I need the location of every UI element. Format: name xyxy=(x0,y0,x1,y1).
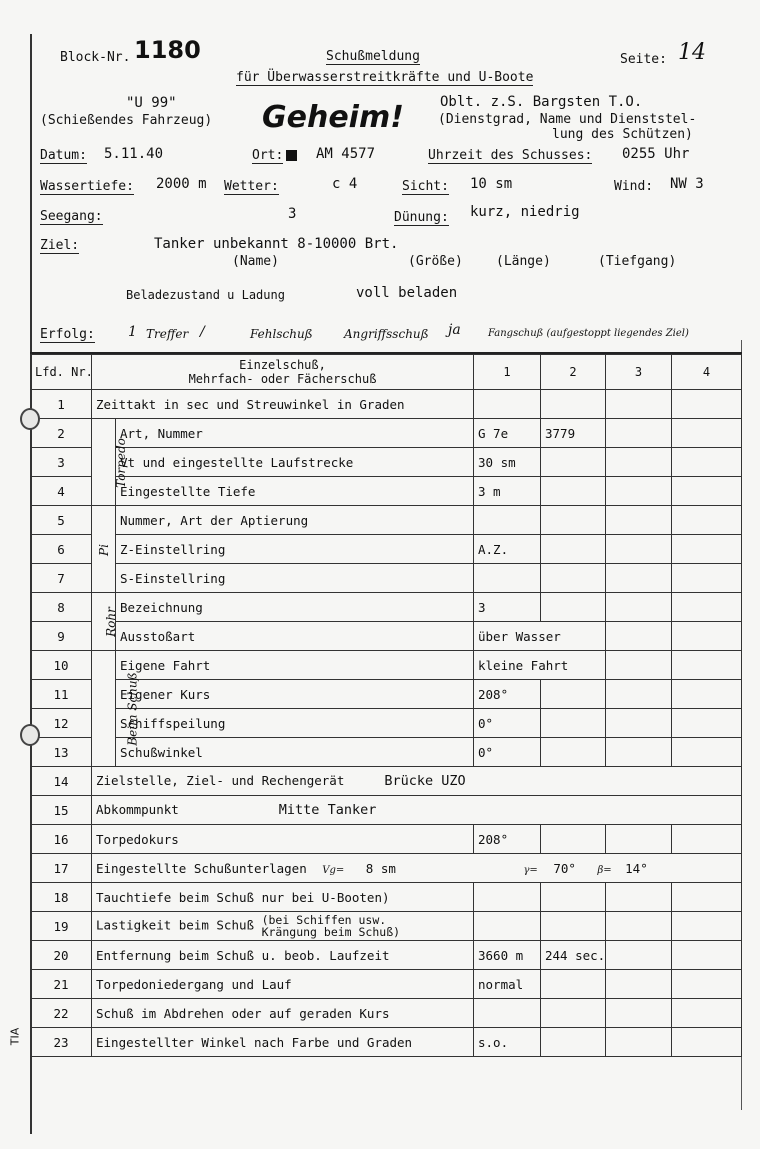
shooter-label-2: lung des Schützen) xyxy=(552,127,693,142)
row-nr: 18 xyxy=(31,883,92,912)
cell-2: 3779 xyxy=(541,419,606,448)
cell-2 xyxy=(541,564,606,593)
cell-3 xyxy=(606,419,672,448)
vessel-value: "U 99" xyxy=(126,95,177,111)
row-nr: 23 xyxy=(31,1028,92,1057)
cell-2 xyxy=(541,477,606,506)
table-row xyxy=(31,535,742,564)
margin-note: TIA xyxy=(8,1027,22,1046)
cell-1 xyxy=(474,564,541,593)
table-header xyxy=(31,355,742,390)
wetter-label: Wetter: xyxy=(224,179,279,194)
row-label xyxy=(92,796,742,825)
beladung-label: Beladezustand u Ladung xyxy=(126,288,285,302)
cell-2 xyxy=(541,390,606,419)
cell-1 xyxy=(474,912,541,941)
beta-label: β= xyxy=(597,864,612,876)
cell-3 xyxy=(606,680,672,709)
cell-3 xyxy=(606,535,672,564)
ziel-tiefgang-label: (Tiefgang) xyxy=(598,254,677,269)
cell-4 xyxy=(672,883,742,912)
row-nr: 10 xyxy=(31,651,92,680)
cell-1 xyxy=(474,883,541,912)
head-col-4: 4 xyxy=(672,355,742,390)
row-nr: 11 xyxy=(31,680,92,709)
duenung-label: Dünung: xyxy=(394,210,449,225)
cell-3 xyxy=(606,564,672,593)
row-label: Tauchtiefe beim Schuß nur bei U-Booten) xyxy=(92,883,474,912)
cell-1: 0° xyxy=(474,738,541,767)
cell-1 xyxy=(474,506,541,535)
wetter-value: c 4 xyxy=(332,176,358,192)
cell-1: s.o. xyxy=(474,1028,541,1057)
row-nr: 8 xyxy=(31,593,92,622)
shooter-value: Oblt. z.S. Bargsten T.O. xyxy=(440,94,643,110)
row-nr: 12 xyxy=(31,709,92,738)
cell-2 xyxy=(541,1028,606,1057)
seegang-label: Seegang: xyxy=(40,209,103,224)
row-19-note-1: (bei Schiffen usw. xyxy=(261,913,387,927)
table-row xyxy=(31,564,742,593)
wassertiefe-label: Wassertiefe: xyxy=(40,179,134,194)
cell-1: 30 sm xyxy=(474,448,541,477)
ziel-label: Ziel: xyxy=(40,238,80,253)
ziel-groesse-label: (Größe) xyxy=(408,254,463,269)
cell-2 xyxy=(541,506,606,535)
table-row xyxy=(31,448,742,477)
row-17-label: Eingestellte Schußunterlagen xyxy=(96,860,307,876)
row-label: Art, Nummer xyxy=(116,419,474,448)
vg-value: 8 sm xyxy=(365,860,396,876)
shot-report-table xyxy=(30,352,742,1057)
row-19-note-2: Krängung beim Schuß) xyxy=(261,925,401,939)
vg-label: Vg= xyxy=(322,864,345,876)
beladung-value: voll beladen xyxy=(356,285,458,301)
sicht-value: 10 sm xyxy=(470,176,513,192)
seegang-value: 3 xyxy=(288,206,297,222)
row-19-note xyxy=(262,914,400,938)
cell-1: 3660 m xyxy=(474,941,541,970)
row-label: Nummer, Art der Aptierung xyxy=(116,506,474,535)
row-nr: 7 xyxy=(31,564,92,593)
cell-4 xyxy=(672,477,742,506)
cell-4 xyxy=(672,390,742,419)
table-row xyxy=(31,796,742,825)
cell-2 xyxy=(541,593,606,622)
punch-hole-icon xyxy=(20,724,40,746)
cell-4 xyxy=(672,535,742,564)
block-number: 1180 xyxy=(134,36,201,64)
table-row xyxy=(31,593,742,622)
cell-4 xyxy=(672,419,742,448)
row-nr: 19 xyxy=(31,912,92,941)
cell-4 xyxy=(672,564,742,593)
cell-1: 3 xyxy=(474,593,541,622)
seite-value: 14 xyxy=(678,40,706,65)
cell-2 xyxy=(541,680,606,709)
ziel-laenge-label: (Länge) xyxy=(496,254,551,269)
cell-3 xyxy=(606,738,672,767)
row-nr: 9 xyxy=(31,622,92,651)
cell-2 xyxy=(541,535,606,564)
row-label: Z-Einstellring xyxy=(116,535,474,564)
row-nr: 15 xyxy=(31,796,92,825)
cell-2 xyxy=(541,883,606,912)
seite-label: Seite: xyxy=(620,52,667,67)
row-nr: 3 xyxy=(31,448,92,477)
cell-1: A.Z. xyxy=(474,535,541,564)
group-beimschuss-label: Beim Schuß xyxy=(125,672,140,746)
table-row xyxy=(31,912,742,941)
cell-4 xyxy=(672,970,742,999)
row-label: Schuß im Abdrehen oder auf geraden Kurs xyxy=(92,999,474,1028)
row-label: Schußwinkel xyxy=(116,738,474,767)
cell-3 xyxy=(606,651,672,680)
cell-4 xyxy=(672,1028,742,1057)
cell-4 xyxy=(672,999,742,1028)
cell-3 xyxy=(606,883,672,912)
gamma-value: 70° xyxy=(553,860,576,876)
row-15-label: Abkommpunkt xyxy=(96,802,179,817)
duenung-value: kurz, niedrig xyxy=(470,204,580,220)
row-label: Schiffspeilung xyxy=(116,709,474,738)
block-label: Block-Nr. xyxy=(60,50,131,65)
row-nr: 20 xyxy=(31,941,92,970)
erfolg-angriff-label: Angriffsschuß xyxy=(344,327,429,341)
row-nr: 22 xyxy=(31,999,92,1028)
row-14-value: Brücke UZO xyxy=(384,773,466,789)
cell-1: G 7e xyxy=(474,419,541,448)
head-col-1: 1 xyxy=(474,355,541,390)
cell-4 xyxy=(672,622,742,651)
ort-value: AM 4577 xyxy=(316,146,376,162)
table-row xyxy=(31,854,742,883)
table-row xyxy=(31,419,742,448)
cell-2 xyxy=(541,912,606,941)
cell-2 xyxy=(541,738,606,767)
table-row xyxy=(31,941,742,970)
cell-3 xyxy=(606,593,672,622)
uhrzeit-label: Uhrzeit des Schusses: xyxy=(428,148,593,163)
cell-1: 0° xyxy=(474,709,541,738)
cell-2 xyxy=(541,448,606,477)
erfolg-fehl-value: / xyxy=(200,324,205,340)
ziel-value: Tanker unbekannt 8-10000 Brt. xyxy=(154,236,399,252)
cell-3 xyxy=(606,709,672,738)
table-row xyxy=(31,390,742,419)
erfolg-fang-label: Fangschuß (aufgestoppt liegendes Ziel) xyxy=(488,328,689,339)
row-label: Entfernung beim Schuß u. beob. Laufzeit xyxy=(92,941,474,970)
punch-hole-icon xyxy=(20,408,40,430)
table-row xyxy=(31,506,742,535)
row-label: Bezeichnung xyxy=(116,593,474,622)
cell-3 xyxy=(606,1028,672,1057)
erfolg-fehl-label: Fehlschuß xyxy=(250,327,313,341)
ort-label: Ort: xyxy=(252,148,284,163)
row-nr: 16 xyxy=(31,825,92,854)
datum-value: 5.11.40 xyxy=(104,146,164,162)
head-col-2: 2 xyxy=(541,355,606,390)
cell-2 xyxy=(541,825,606,854)
row-label xyxy=(92,767,742,796)
row-label: Eingestellte Tiefe xyxy=(116,477,474,506)
cell-1 xyxy=(474,390,541,419)
cell-3 xyxy=(606,506,672,535)
cell-4 xyxy=(672,651,742,680)
cell-1: 208° xyxy=(474,825,541,854)
head-desc-2: Mehrfach- oder Fächerschuß xyxy=(188,372,377,386)
cell-2 xyxy=(541,999,606,1028)
cell-1: über Wasser xyxy=(474,622,606,651)
table-row xyxy=(31,622,742,651)
cell-1: 3 m xyxy=(474,477,541,506)
head-col-3: 3 xyxy=(606,355,672,390)
row-label xyxy=(92,912,474,941)
row-nr: 21 xyxy=(31,970,92,999)
row-label: Ausstoßart xyxy=(116,622,474,651)
shooter-label-1: (Dienstgrad, Name und Dienststel- xyxy=(438,112,697,127)
group-pi xyxy=(92,506,116,593)
row-19-label: Lastigkeit beim Schuß xyxy=(96,917,255,933)
row-nr: 1 xyxy=(31,390,92,419)
cell-3 xyxy=(606,941,672,970)
wind-label: Wind: xyxy=(614,179,654,194)
head-nr: Lfd. Nr. xyxy=(31,355,92,390)
row-nr: 13 xyxy=(31,738,92,767)
row-label xyxy=(92,854,742,883)
cell-4 xyxy=(672,680,742,709)
cell-2 xyxy=(541,970,606,999)
cell-4 xyxy=(672,506,742,535)
row-label: Torpedokurs xyxy=(92,825,474,854)
datum-label: Datum: xyxy=(40,148,87,163)
group-pi-label: Pi xyxy=(96,543,111,556)
row-label: Eingestellter Winkel nach Farbe und Graden xyxy=(92,1028,474,1057)
cell-4 xyxy=(672,825,742,854)
cell-4 xyxy=(672,593,742,622)
cell-3 xyxy=(606,970,672,999)
row-label: S-Einstellring xyxy=(116,564,474,593)
row-label: Torpedoniedergang und Lauf xyxy=(92,970,474,999)
cell-1: normal xyxy=(474,970,541,999)
table-row xyxy=(31,1028,742,1057)
table-row xyxy=(31,477,742,506)
uhrzeit-value: 0255 Uhr xyxy=(622,146,690,162)
group-torpedo-label: Torpedo xyxy=(113,437,128,488)
cell-3 xyxy=(606,912,672,941)
cell-1: kleine Fahrt xyxy=(474,651,606,680)
cell-2 xyxy=(541,709,606,738)
form-title: Schußmeldung xyxy=(326,49,420,64)
cell-3 xyxy=(606,825,672,854)
cell-1: 208° xyxy=(474,680,541,709)
table-row xyxy=(31,970,742,999)
ziel-name-label: (Name) xyxy=(232,254,279,269)
cell-3 xyxy=(606,390,672,419)
erfolg-angriff-value: ja xyxy=(448,322,461,338)
wind-value: NW 3 xyxy=(670,176,704,192)
group-torpedo xyxy=(92,419,128,506)
group-beimschuss xyxy=(92,651,140,767)
cell-4 xyxy=(672,941,742,970)
square-symbol xyxy=(286,150,297,161)
erfolg-treffer-value: 1 xyxy=(128,324,137,340)
form-subtitle: für Überwasserstreitkräfte und U-Boote xyxy=(236,70,534,85)
table-row xyxy=(31,883,742,912)
row-14-label: Zielstelle, Ziel- und Rechengerät xyxy=(96,773,345,788)
erfolg-treffer-label: Treffer xyxy=(146,327,189,341)
sicht-label: Sicht: xyxy=(402,179,449,194)
erfolg-label: Erfolg: xyxy=(40,327,95,342)
row-nr: 2 xyxy=(31,419,92,448)
gamma-label: γ= xyxy=(523,864,538,876)
row-nr: 6 xyxy=(31,535,92,564)
row-nr: 14 xyxy=(31,767,92,796)
row-15-value: Mitte Tanker xyxy=(278,802,377,818)
row-label: Eigene Fahrt xyxy=(116,651,474,680)
cell-4 xyxy=(672,448,742,477)
beta-value: 14° xyxy=(625,860,648,876)
table-row xyxy=(31,651,742,680)
cell-3 xyxy=(606,999,672,1028)
table-row xyxy=(31,767,742,796)
cell-4 xyxy=(672,912,742,941)
cell-1 xyxy=(474,999,541,1028)
head-desc xyxy=(92,355,474,390)
group-rohr xyxy=(92,593,116,651)
row-nr: 17 xyxy=(31,854,92,883)
cell-2: 244 sec. xyxy=(541,941,606,970)
vessel-label: (Schießendes Fahrzeug) xyxy=(40,113,213,128)
geheim-stamp: Geheim! xyxy=(262,100,404,135)
cell-3 xyxy=(606,622,672,651)
cell-3 xyxy=(606,448,672,477)
row-label: Eigener Kurs xyxy=(116,680,474,709)
group-rohr-label: Rohr xyxy=(103,607,118,637)
cell-4 xyxy=(672,709,742,738)
wassertiefe-value: 2000 m xyxy=(156,176,207,192)
head-desc-1: Einzelschuß, xyxy=(239,358,326,372)
row-label: Zeittakt in sec und Streuwinkel in Graden xyxy=(92,390,474,419)
table-row xyxy=(31,825,742,854)
cell-3 xyxy=(606,477,672,506)
row-nr: 4 xyxy=(31,477,92,506)
cell-4 xyxy=(672,738,742,767)
row-nr: 5 xyxy=(31,506,92,535)
table-row xyxy=(31,999,742,1028)
row-label: Vt und eingestellte Laufstrecke xyxy=(116,448,474,477)
